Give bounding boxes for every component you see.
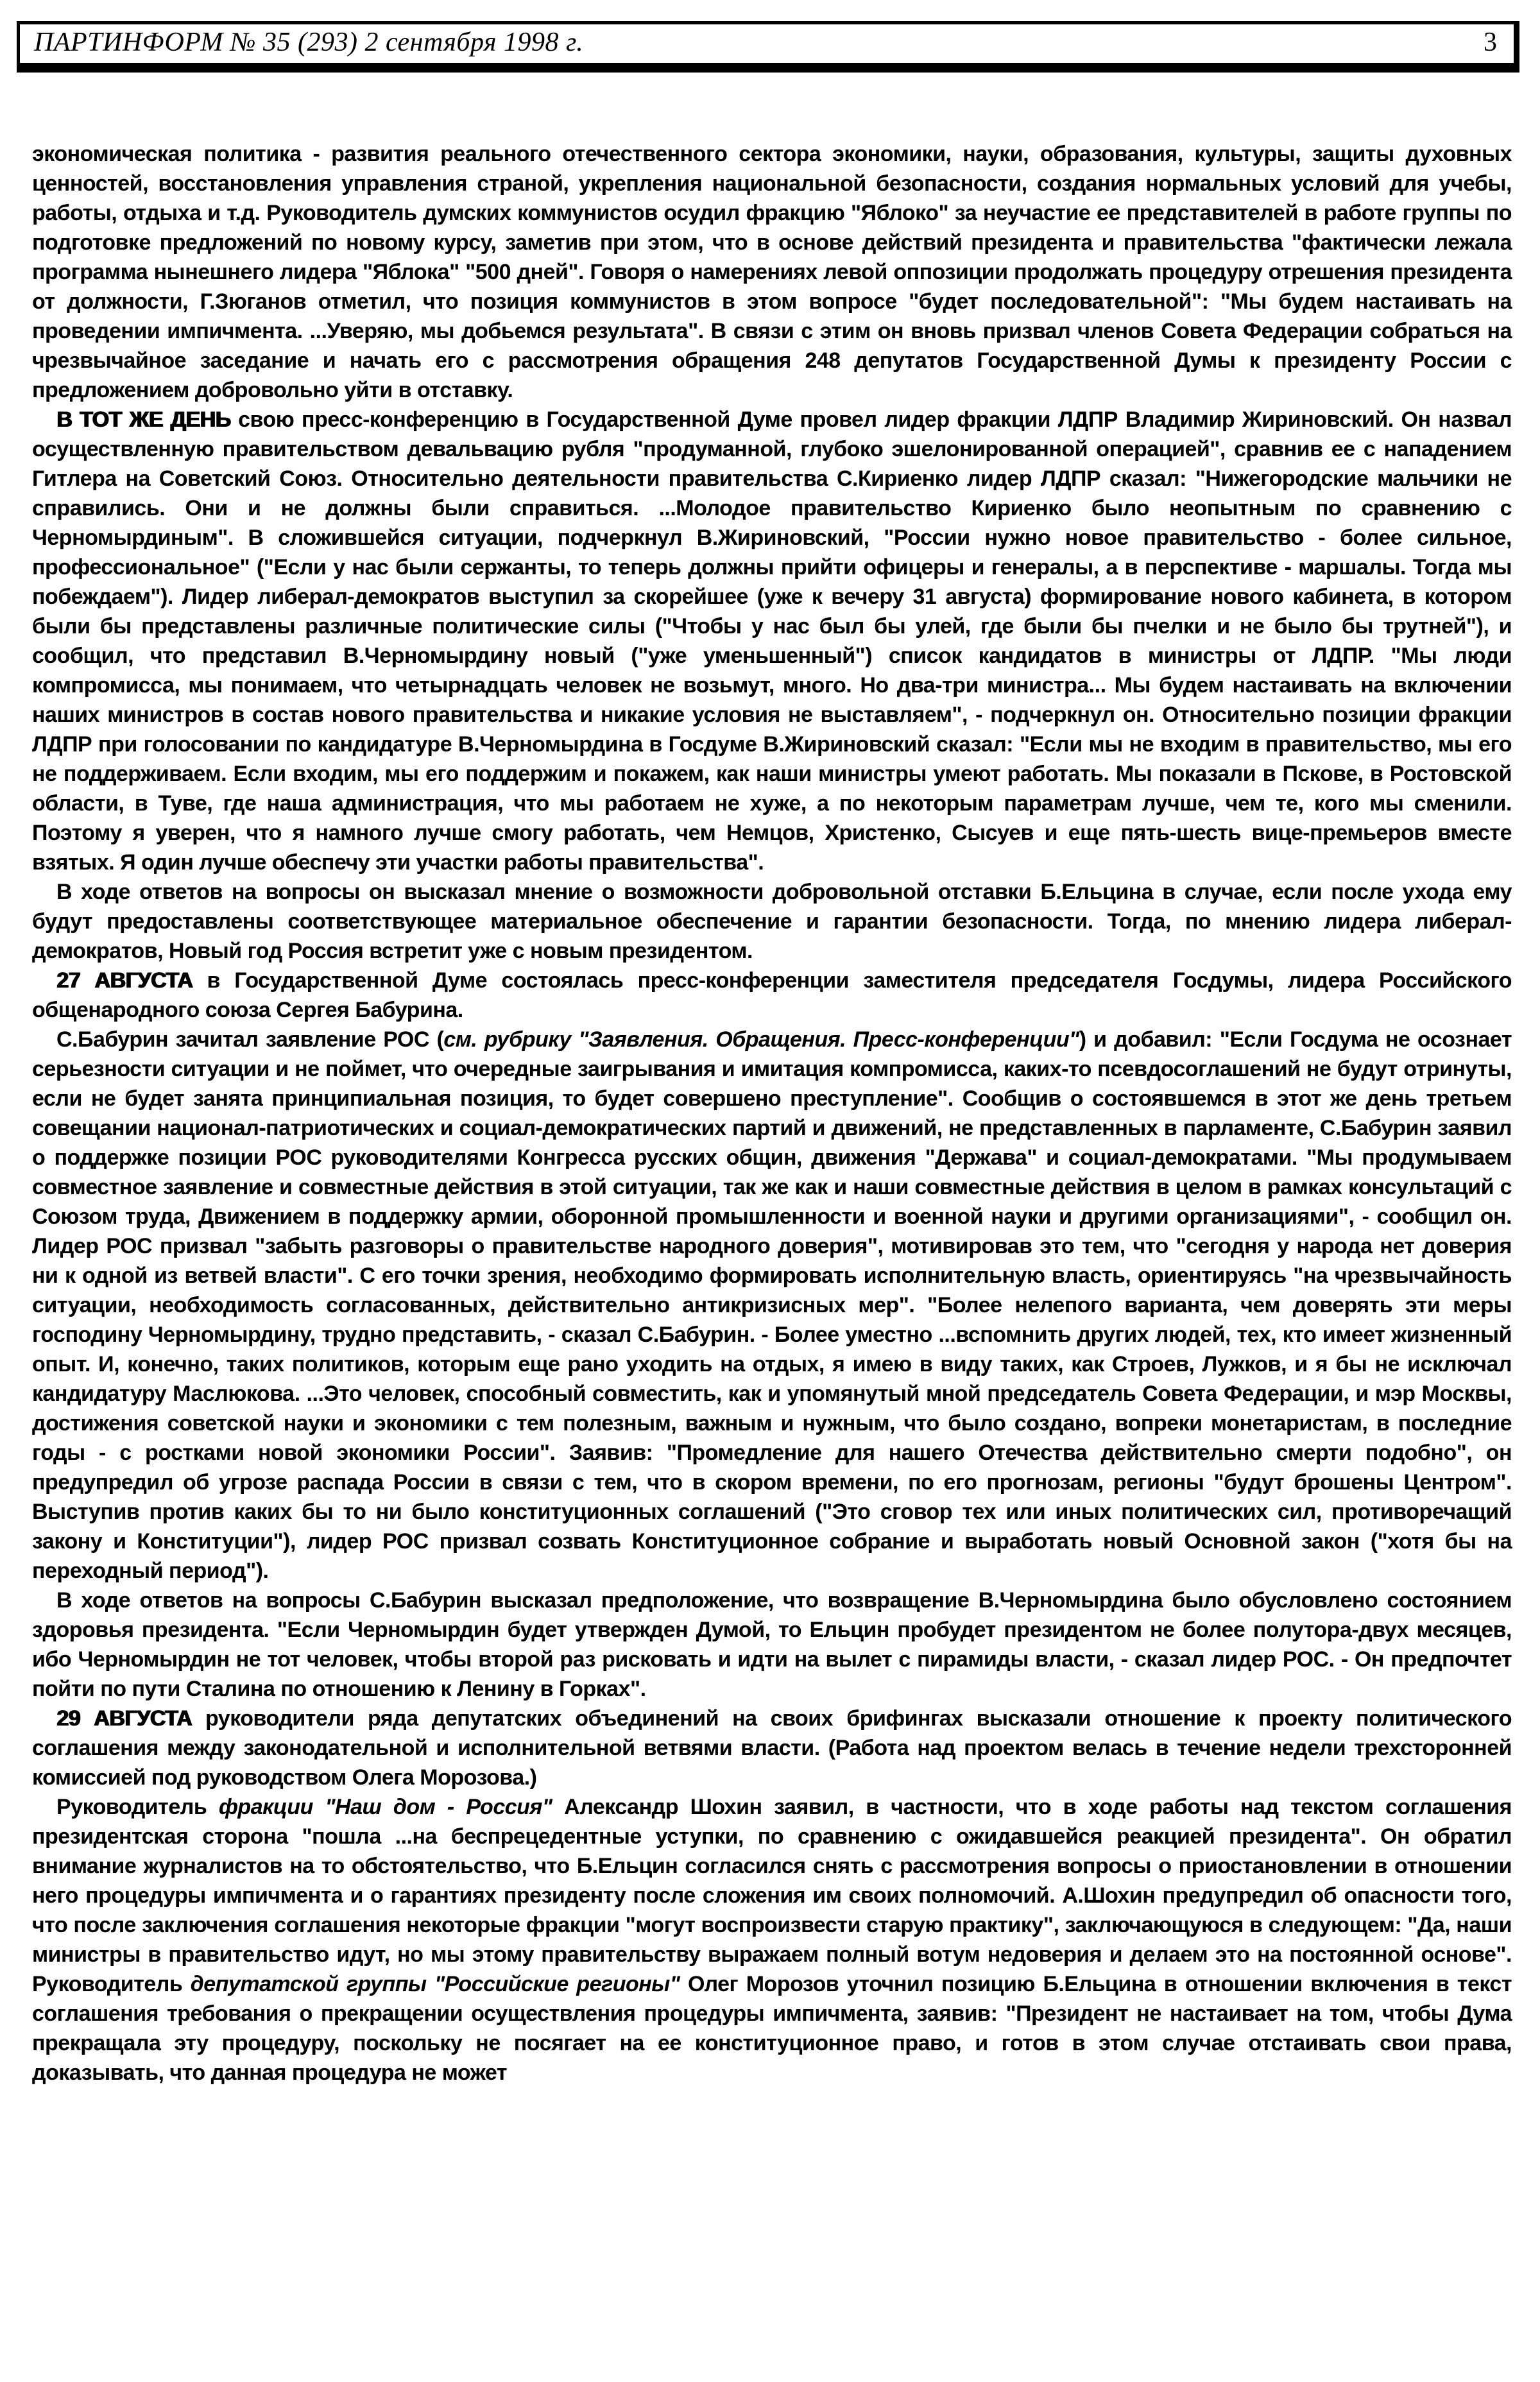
text-segment: в Государственной Думе состоялась пресс-конференции заместителя председателя Госдумы, лидера Российского общенародного союза Сергея Бабурина. — [32, 968, 1512, 1022]
paragraph — [32, 1792, 1512, 2087]
italic-phrase: см. рубрику "Заявления. Обращения. Пресс-конференции" — [443, 1027, 1079, 1052]
text-segment: руководители ряда депутатских объединений на своих брифингах высказали отношение к проекту политического соглашения между законодательной и исполнительной ветвями власти. (Работа над проектом велась в течение недели трехсторонней комиссией под руководством Олега Морозова.) — [32, 1706, 1512, 1790]
italic-phrase: фракции "Наш дом - Россия" — [218, 1795, 552, 1819]
text-segment: В ходе ответов на вопросы он высказал мнение о возможности добровольной отставки Б.Ельцина в случае, если после ухода ему будут предоставлены соответствующее материальное обеспечение и гарантии безопасности. Тогда, по мнению лидера либерал-демократов, Новый год Россия встретит уже с новым президентом. — [32, 880, 1512, 963]
paragraph — [32, 877, 1512, 966]
text-segment: Александр Шохин заявил, в частности, что в ходе работы над текстом соглашения президентская сторона "пошла ...на беспрецедентные уступки, по сравнению с ожидавшейся реакцией президента". Он обратил внимание журналистов на то обстоятельство, что Б.Ельцин согласился снять с рассмотрения вопросы о приостановлении в отношении него процедуры импичмента и о гарантиях президенту после сложения им своих полномочий. А.Шохин предупредил об опасности того, что после заключения соглашения некоторые фракции "могут воспроизвести старую практику", заключающуюся в следующем: "Да, наши министры в правительство идут, но мы этому правительству выражаем полный вотум недоверия и делаем это на постоянной основе". Руководитель — [32, 1795, 1512, 1996]
text-segment: Руководитель — [56, 1795, 219, 1819]
text-segment: экономическая политика - развития реального отечественного сектора экономики, науки, образования, культуры, защиты духовных ценностей, восстановления управления страной, укрепления национальной безопасности, создания нормальных условий для учебы, работы, отдыха и т.д. Руководитель думских коммунистов осудил фракцию "Яблоко" за неучастие ее представителей в работе группы по подготовке предложений по новому курсу, заметив при этом, что в основе действий президента и правительства "фактически лежала программа нынешнего лидера "Яблока" "500 дней". Говоря о намерениях левой оппозиции продолжать процедуру отрешения президента от должности, Г.Зюганов отметил, что позиция коммунистов в этом вопросе "будет последовательной": "Мы будем настаивать на проведении импичмента. ...Уверяю, мы добьемся результата". В связи с этим он вновь призвал членов Совета Федерации собраться на чрезвычайное заседание и начать его с рассмотрения обращения 248 депутатов Государственной Думы к президенту России с предложением добровольно уйти в отставку. — [32, 142, 1512, 402]
italic-phrase: депутатской группы "Российские регионы" — [190, 1972, 680, 1996]
paragraph — [32, 1025, 1512, 1586]
page-number: 3 — [1484, 28, 1497, 57]
paragraph — [32, 966, 1512, 1025]
masthead-box — [17, 21, 1519, 73]
text-segment: ) и добавил: "Если Госдума не осознает серьезности ситуации и не поймет, что очередные заигрывания и имитация компромисса, каких-то псевдосоглашений не будут отринуты, если не будет занята принципиальная позиция, то будет совершено преступление". Сообщив о состоявшемся в этот же день третьем совещании национал-патриотических и социал-демократических партий и движений, не представленных в парламенте, С.Бабурин заявил о поддержке позиции РОС руководителями Конгресса русских общин, движения "Держава" и социал-демократами. "Мы продумываем совместное заявление и совместные действия в этой ситуации, так же как и наши совместные действия в целом в рамках консультаций с Союзом труда, Движением в поддержку армии, оборонной промышленности и военной науки и другими организациями", - сообщил он. Лидер РОС призвал "забыть разговоры о правительстве народного доверия", мотивировав это тем, что "сегодня у народа нет доверия ни к одной из ветвей власти". С его точки зрения, необходимо формировать исполнительную власть, ориентируясь "на чрезвычайность ситуации, необходимость согласованных, действительно антикризисных мер". "Более нелепого варианта, чем доверять эти меры господину Черномырдину, трудно представить, - сказал С.Бабурин. - Более уместно ...вспомнить других людей, тех, кто имеет жизненный опыт. И, конечно, таких политиков, которым еще рано уходить на отдых, я имею в виду таких, как Строев, Лужков, и я бы не исключал кандидатуру Маслюкова. ...Это человек, способный совместить, как и упомянутый мной председатель Совета Федерации, и мэр Москвы, достижения советской науки и экономики с тем полезным, важным и нужным, что было создано, вопреки монетаристам, в последние годы - с ростками новой экономики России". Заявив: "Промедление для нашего Отечества действительно смерти подобно", он предупредил об угрозе распада России в связи с тем, что в скором времени, по его прогнозам, регионы "будут брошены Центром". Выступив против каких бы то ни было конституционных соглашений ("Это сговор тех или иных политических сил, противоречащий закону и Конституции"), лидер РОС призвал созвать Конституционное собрание и выработать новый Основной закон ("хотя бы на переходный период"). — [32, 1027, 1512, 1583]
text-segment: Олег Морозов уточнил позицию Б.Ельцина в отношении включения в текст соглашения требования о прекращении осуществления процедуры импичмента, заявив: "Президент не настаивает на том, чтобы Дума прекращала эту процедуру, поскольку не посягает на ее конституционное право, и готов в этом случае отстаивать свои права, доказывать, что данная процедура не может — [32, 1972, 1512, 2085]
text-segment: В ходе ответов на вопросы С.Бабурин высказал предположение, что возвращение В.Черномырдина было обусловлено состоянием здоровья президента. "Если Черномырдин будет утвержден Думой, то Ельцин пробудет президентом не более полутора-двух месяцев, ибо Черномырдин не тот человек, чтобы второй раз рисковать и идти на вылет с пирамиды власти, - сказал лидер РОС. - Он предпочтет пойти по пути Сталина по отношению к Ленину в Горках". — [32, 1588, 1512, 1701]
text-segment: свою пресс-конференцию в Государственной Думе провел лидер фракции ЛДПР Владимир Жириновский. Он назвал осуществленную правительством девальвацию рубля "продуманной, глубоко эшелонированной операцией", сравнив ее с нападением Гитлера на Советский Союз. Относительно деятельности правительства С.Кириенко лидер ЛДПР сказал: "Нижегородские мальчики не справились. Они и не должны были справиться. ...Молодое правительство Кириенко было неопытным по сравнению с Черномырдиным". В сложившейся ситуации, подчеркнул В.Жириновский, "России нужно новое правительство - более сильное, профессиональное" ("Если у нас были сержанты, то теперь должны прийти офицеры и генералы, а в перспективе - маршалы. Тогда мы побеждаем"). Лидер либерал-демократов выступил за скорейшее (уже к вечеру 31 августа) формирование нового кабинета, в котором были бы представлены различные политические силы ("Чтобы у нас был бы улей, где были бы пчелки и не было бы трутней"), и сообщил, что представил В.Черномырдину новый ("уже уменьшенный") список кандидатов в министры от ЛДПР. "Мы люди компромисса, мы понимаем, что четырнадцать человек не возьмут, много. Но два-три министра... Мы будем настаивать на включении наших министров в состав нового правительства и никакие условия не выставляем", - подчеркнул он. Относительно позиции фракции ЛДПР при голосовании по кандидатуре В.Черномырдина в Госдуме В.Жириновский сказал: "Если мы не входим в правительство, мы его не поддерживаем. Если входим, мы его поддержим и покажем, как наши министры умеют работать. Мы показали в Пскове, в Ростовской области, в Туве, где наша администрация, что мы работаем не хуже, а по некоторым параметрам лучше, чем те, кого мы сменили. Поэтому я уверен, что я намного лучше смогу работать, чем Немцов, Христенко, Сысуев и еще пять-шесть вице-премьеров вместе взятых. Я один лучше обеспечу эти участки работы правительства". — [32, 407, 1512, 875]
text-segment: С.Бабурин зачитал заявление РОС ( — [56, 1027, 444, 1052]
paragraph — [32, 139, 1512, 405]
paragraph — [32, 1704, 1512, 1792]
date-marker: В ТОТ ЖЕ ДЕНЬ — [56, 407, 231, 432]
paragraph — [32, 405, 1512, 877]
date-marker: 27 АВГУСТА — [56, 968, 193, 993]
article-body — [32, 139, 1512, 2087]
paragraph — [32, 1586, 1512, 1704]
date-marker: 29 АВГУСТА — [56, 1706, 192, 1731]
newsletter-title: ПАРТИНФОРМ № 35 (293) 2 сентября 1998 г. — [34, 28, 584, 57]
